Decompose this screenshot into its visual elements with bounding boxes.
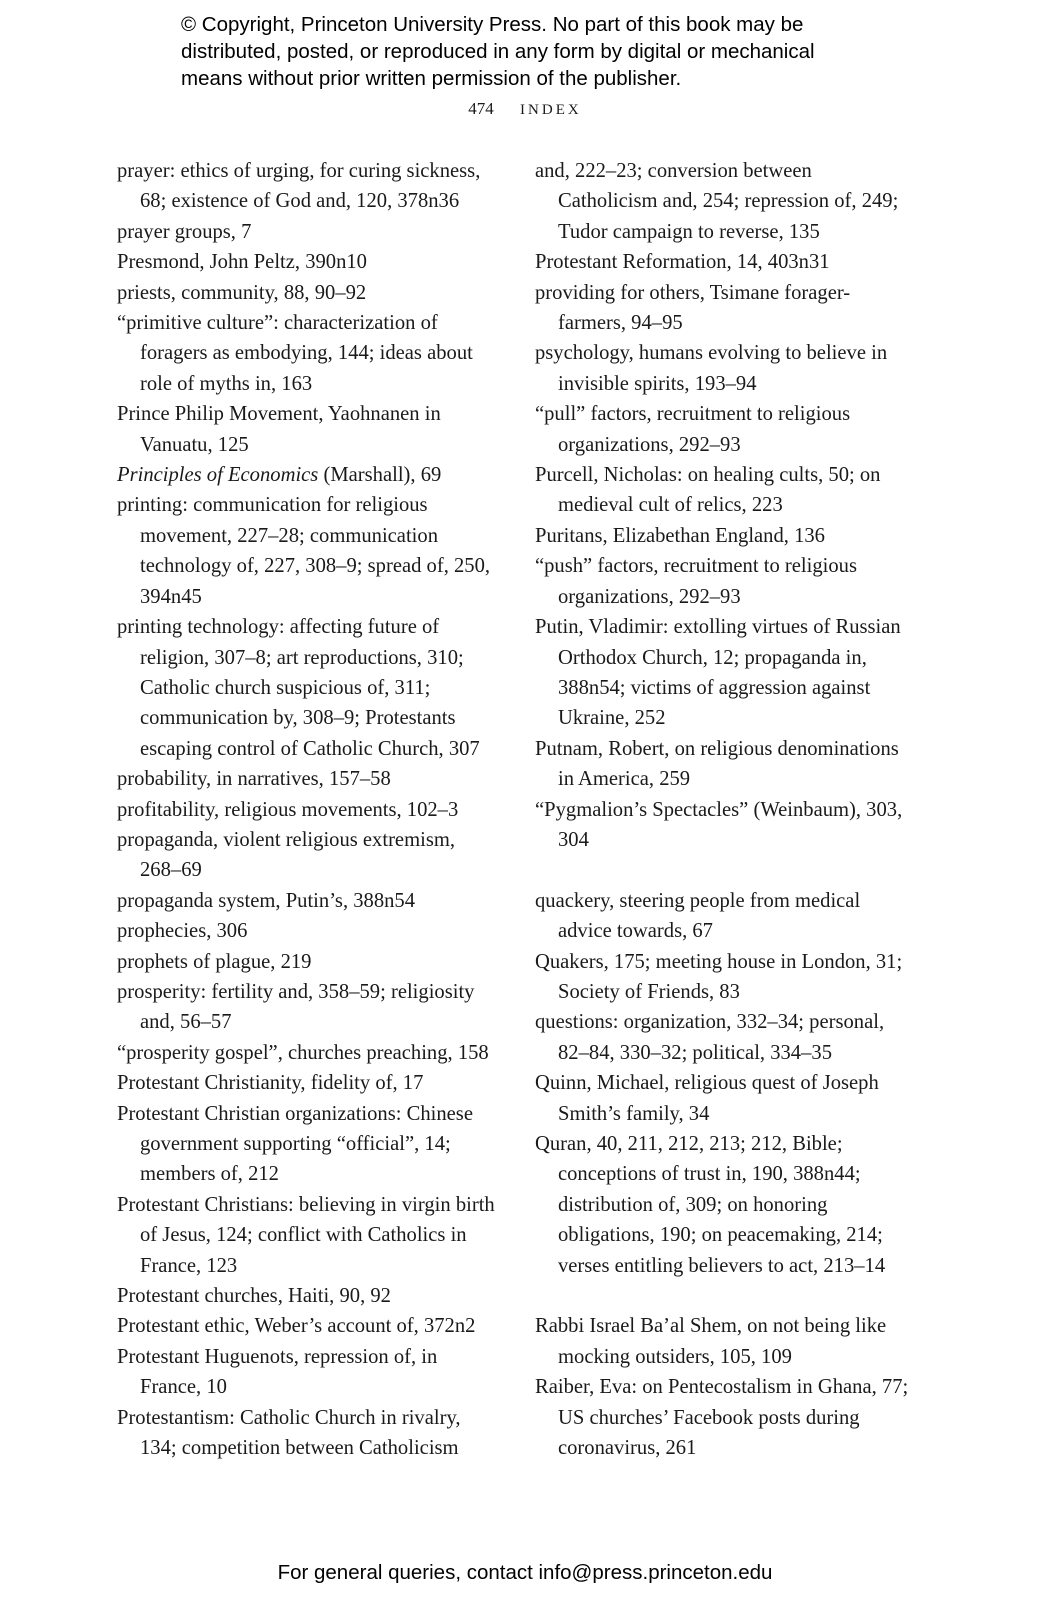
index-entry: printing technology: affecting future of religion, 307–8; art reproductions, 310; Catholic church suspicious of, 311; communication by, 308–9; Protestants escaping control of Catholic Church, 307 [117,616,480,760]
index-entry: “pull” factors, recruitment to religious organizations, 292–93 [535,403,851,456]
index-entry: Protestant Christian organizations: Chinese government supporting “official”, 14; members of, 212 [117,1102,473,1186]
book-title: Principles of Economics [117,464,319,487]
index-entry: Putnam, Robert, on religious denominations in America, 259 [535,737,899,791]
index-entry: prayer: ethics of urging, for curing sickness, 68; existence of God and, 120, 378n36 [117,160,481,213]
index-entry: Principles of Economics (Marshall), 69 [117,464,442,487]
copyright-line: distributed, posted, or reproduced in any form by digital or mechanical [181,40,815,63]
copyright-notice [181,11,941,92]
index-entry: profitability, religious movements, 102–3 [117,798,459,821]
index-entry: priests, community, 88, 90–92 [117,281,367,304]
index-entry: propaganda, violent religious extremism, 268–69 [117,828,455,882]
index-entry: Protestant Christianity, fidelity of, 17 [117,1072,424,1095]
copyright-line: © Copyright, Princeton University Press. No part of this book may be [181,13,804,36]
index-entry: printing: communication for religious movement, 227–28; communication technology of, 227, 308–9; spread of, 250, 394n45 [117,494,491,608]
index-entry: psychology, humans evolving to believe in invisible spirits, 193–94 [535,342,888,395]
index-entry: and, 222–23; conversion between Catholicism and, 254; repression of, 249; Tudor campaign to reverse, 135 [535,160,899,243]
index-entry: probability, in narratives, 157–58 [117,768,391,791]
section-gap [535,855,915,885]
index-entry: prophecies, 306 [117,920,248,943]
index-entry: Protestant Huguenots, repression of, in France, 10 [117,1345,438,1399]
section-title: INDEX [520,102,582,118]
index-entry: Putin, Vladimir: extolling virtues of Russian Orthodox Church, 12; propaganda in, 388n54; victims of aggression against Ukraine, 252 [535,616,901,730]
footer-contact: For general queries, contact info@press.princeton.edu [277,1561,773,1584]
index-entry: “Pygmalion’s Spectacles” (Weinbaum), 303, 304 [535,798,903,851]
index-column-left [117,156,495,1463]
copyright-line: means without prior written permission of the publisher. [181,67,682,90]
index-entry: Protestantism: Catholic Church in rivalry, 134; competition between Catholicism [117,1406,461,1460]
index-column-right [535,156,915,1463]
index-entry: Raiber, Eva: on Pentecostalism in Ghana, 77; US churches’ Facebook posts during coronavirus, 261 [535,1376,909,1460]
index-entry: “prosperity gospel”, churches preaching, 158 [117,1041,489,1064]
index-entry: Presmond, John Peltz, 390n10 [117,251,367,274]
section-gap [535,1281,915,1311]
running-head [0,99,1050,119]
index-entry: Purcell, Nicholas: on healing cults, 50; on medieval cult of relics, 223 [535,464,881,517]
page-number: 474 [468,99,494,118]
index-entry: providing for others, Tsimane forager-farmers, 94–95 [535,281,851,335]
index-entry: Protestant Reformation, 14, 403n31 [535,251,830,274]
index-entry: prayer groups, 7 [117,220,252,243]
index-entry: Protestant churches, Haiti, 90, 92 [117,1285,391,1308]
index-entry: Puritans, Elizabethan England, 136 [535,524,825,547]
index-entry: questions: organization, 332–34; personal, 82–84, 330–32; political, 334–35 [535,1011,885,1064]
index-entry: Prince Philip Movement, Yaohnanen in Vanuatu, 125 [117,403,441,456]
index-entry: Rabbi Israel Ba’al Shem, on not being like mocking outsiders, 105, 109 [535,1315,887,1368]
index-entry: Protestant ethic, Weber’s account of, 372n2 [117,1315,476,1338]
index-entry: Quran, 40, 211, 212, 213; 212, Bible; conceptions of trust in, 190, 388n44; distribution of, 309; on honoring obligations, 190; on peacemaking, 214; verses entitling believers to act, 213–14 [535,1132,886,1277]
index-entry: quackery, steering people from medical advice towards, 67 [535,889,861,943]
index-entry: Protestant Christians: believing in virgin birth of Jesus, 124; conflict with Catholics in France, 123 [117,1193,495,1277]
index-entry: “push” factors, recruitment to religious organizations, 292–93 [535,555,857,608]
index-entry: prosperity: fertility and, 358–59; religiosity and, 56–57 [117,980,475,1034]
index-entry: prophets of plague, 219 [117,950,312,973]
index-entry: Quinn, Michael, religious quest of Joseph Smith’s family, 34 [535,1072,879,1125]
index-entry: propaganda system, Putin’s, 388n54 [117,889,416,912]
index-entry: Quakers, 175; meeting house in London, 31; Society of Friends, 83 [535,950,903,1003]
index-entry: “primitive culture”: characterization of foragers as embodying, 144; ideas about role of myths in, 163 [117,312,473,395]
